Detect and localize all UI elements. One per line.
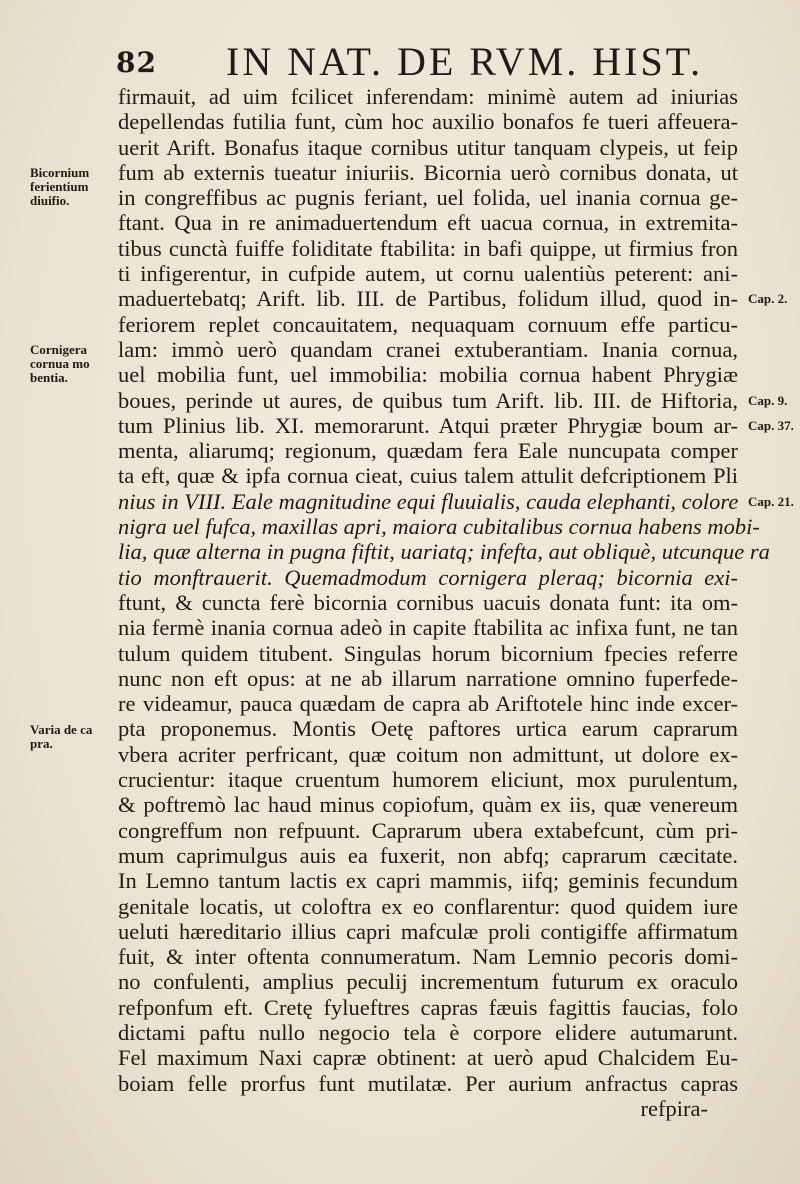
text-line: re videamur, pauca quædam de capra ab Ariftotele hinc inde excer- — [118, 691, 738, 717]
text-line: boiam felle prorfus funt mutilatæ. Per aurium anfractus capras — [118, 1070, 738, 1096]
text-line: dictami paftu nullo negocio tela è corpore elidere autumarunt. — [118, 1019, 738, 1045]
right-margin-note: Cap. 37. — [748, 417, 794, 433]
text-line: uel mobilia funt, uel immobilia: mobilia cornua habent Phrygiæ — [118, 362, 738, 388]
running-head: IN NAT. DE RVM. HIST. — [226, 39, 704, 84]
text-line: ftunt, & cuncta ferè bicornia cornibus uacuis donata funt: ita om- — [118, 589, 738, 615]
text-line: boues, perinde ut aures, de quibus tum Arift. lib. III. de Hiftoria, — [118, 387, 738, 413]
right-margin-note: Cap. 9. — [748, 392, 788, 408]
text-line: uerit Arift. Bonafus itaque cornibus utitur tanquam clypeis, ut feip — [118, 134, 738, 160]
text-line: In Lemno tantum lactis ex capri mammis, iifq; geminis fecundum — [118, 868, 738, 894]
text-line: nigra uel fufca, maxillas apri, maiora cubitalibus cornua habens mobi- — [118, 514, 760, 540]
text-line: genitale locatis, ut coloftra ex eo conflarentur: quod quidem iure — [118, 893, 738, 919]
page-number: 82 — [116, 46, 157, 79]
text-line: nunc non eft opus: at ne ab illarum narratione omnino fuperfede- — [118, 665, 738, 691]
text-line: no confulenti, amplius peculij incrementum futurum ex oraculo — [118, 969, 738, 995]
page-header — [116, 38, 716, 86]
text-line: ftant. Qua in re animaduertendum eft uacua cornua, in extremita- — [118, 210, 738, 236]
text-line: menta, aliarumq; regionum, quædam fera Eale nuncupata comper — [118, 438, 738, 464]
text-line: maduertebatq; Arift. lib. III. de Partibus, folidum illud, quod in- — [118, 286, 738, 312]
text-line: lia, quæ alterna in pugna fiftit, uariatq; infefta, aut obliquè, utcunque ra — [118, 539, 770, 565]
text-line: ueluti hæreditario illius capri mafculæ proli contigiffe affirmatum — [118, 918, 738, 944]
text-line: feriorem replet concauitatem, nequaquam cornuum effe particu- — [118, 311, 738, 337]
text-line: ta eft, quæ & ipfa cornua cieat, cuius talem attulit defcriptionem Pli — [118, 463, 738, 489]
text-line: nius in VIII. Eale magnitudine equi fluuialis, cauda elephanti, colore — [118, 488, 739, 514]
text-line: refpira- — [640, 1095, 708, 1121]
right-margin-note: Cap. 21. — [748, 493, 794, 509]
text-line: vbera acriter perfricant, quæ coitum non admittunt, ut dolore ex- — [118, 741, 738, 767]
text-line: fum ab externis tueatur iniuriis. Bicornia uerò cornibus donata, ut — [118, 159, 738, 185]
text-line: tulum quidem titubent. Singulas horum bicornium fpecies referre — [118, 640, 738, 666]
text-line: tibus cunctà fuiffe foliditate ftabilita: in bafi quippe, ut firmius fron — [118, 235, 738, 261]
text-line: congreffum non refpuunt. Caprarum ubera extabefcunt, cùm pri- — [118, 817, 738, 843]
text-line: Fel maximum Naxi capræ obtinent: at uerò apud Chalcidem Eu- — [118, 1045, 738, 1071]
text-line: firmauit, ad uim fcilicet inferendam: minimè autem ad iniurias — [118, 84, 738, 109]
text-line: depellendas futilia funt, cùm hoc auxilio bonafos fe tueri affeuera- — [118, 109, 738, 135]
text-line: pta proponemus. Montis Oetę paftores urtica earum caprarum — [118, 716, 738, 742]
left-margin-note: Bicornium ferientium diuifio. — [30, 164, 90, 208]
left-margin-note: Cornigera cornua mo bentia. — [30, 342, 90, 385]
text-line: tum Plinius lib. XI. memorarunt. Atqui præter Phrygiæ boum ar- — [118, 412, 738, 438]
text-line: nia fermè inania cornua adeò in capite ftabilita ac infixa funt, ne tan — [118, 615, 738, 641]
text-line: refponfum eft. Cretę fylueftres capras fæuis fagittis faucias, folo — [118, 994, 738, 1020]
text-line: lam: immò uerò quandam cranei extuberantiam. Inania cornua, — [118, 336, 738, 362]
text-line: tio monftrauerit. Quemadmodum cornigera pleraq; bicornia exi- — [118, 564, 738, 590]
text-line: ti infigerentur, in cufpide autem, ut cornu ualentiùs peterent: ani- — [118, 261, 738, 287]
right-margin-note: Cap. 2. — [748, 291, 788, 307]
text-line: & poftremò lac haud minus copiofum, quàm ex iis, quæ venereum — [118, 792, 738, 818]
left-margin-note: Varia de ca pra. — [30, 721, 93, 751]
text-line: crucientur: itaque cruentum humorem eliciunt, mox purulentum, — [118, 767, 738, 793]
text-line: mum caprimulgus auis ea fuxerit, non abfq; caprarum cæcitate. — [118, 842, 738, 868]
text-line: fuit, & inter oftenta connumeratum. Nam Lemnio pecoris domi- — [118, 944, 738, 970]
text-line: in congreffibus ac pugnis feriant, uel folida, uel inania cornua ge- — [118, 185, 738, 211]
